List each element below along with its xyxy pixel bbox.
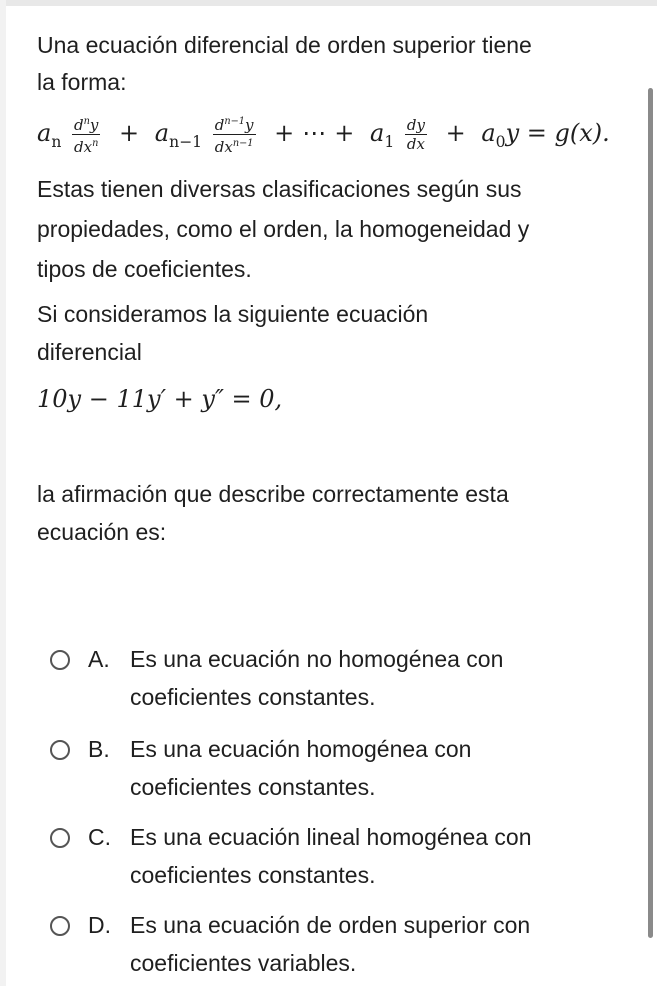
intro-line-2: la forma: (37, 69, 127, 95)
option-b[interactable] (50, 730, 610, 810)
consider-line-1: Si consideramos la siguiente ecuación (37, 301, 429, 327)
option-a[interactable] (50, 640, 610, 720)
question-line-1: la afirmación que describe correctamente esta (37, 481, 509, 507)
question-line-2: ecuación es: (37, 519, 167, 545)
radio-d[interactable] (50, 916, 70, 936)
radio-b[interactable] (50, 740, 70, 760)
option-c[interactable] (50, 818, 610, 898)
option-text: Es una ecuación no homogénea con coeficientes constantes. (130, 646, 504, 710)
option-letter: A. (88, 646, 110, 672)
option-d[interactable] (50, 906, 610, 986)
specific-equation: 10y − 11y′ + y″ = 0, (37, 385, 283, 413)
option-letter: B. (88, 736, 110, 762)
option-letter: D. (88, 912, 111, 938)
classification-line-2: propiedades, como el orden, la homogeneidad y (37, 216, 530, 242)
general-equation: $a_n$ $\frac{d^ny}{dx^n}$ + $a_{n-1}$ $\frac{d^{n-1}y}{dx^{n-1}}$ + ⋯ + $a_1$ $\frac{dy}{dx}$ + $a_0y = g(x)$. (37, 108, 610, 167)
left-edge (0, 0, 6, 986)
option-text: Es una ecuación homogénea con coeficientes constantes. (130, 736, 472, 800)
option-letter: C. (88, 824, 111, 850)
scrollbar[interactable] (648, 88, 653, 938)
consider-line-2: diferencial (37, 339, 142, 365)
intro-line-1: Una ecuación diferencial de orden superior tiene (37, 32, 532, 58)
radio-a[interactable] (50, 650, 70, 670)
classification-line-3: tipos de coeficientes. (37, 256, 252, 282)
radio-c[interactable] (50, 828, 70, 848)
option-text: Es una ecuación lineal homogénea con coeficientes constantes. (130, 824, 532, 888)
classification-line-1: Estas tienen diversas clasificaciones según sus (37, 176, 522, 202)
option-text: Es una ecuación de orden superior con coeficientes variables. (130, 912, 531, 976)
top-edge (0, 0, 657, 6)
